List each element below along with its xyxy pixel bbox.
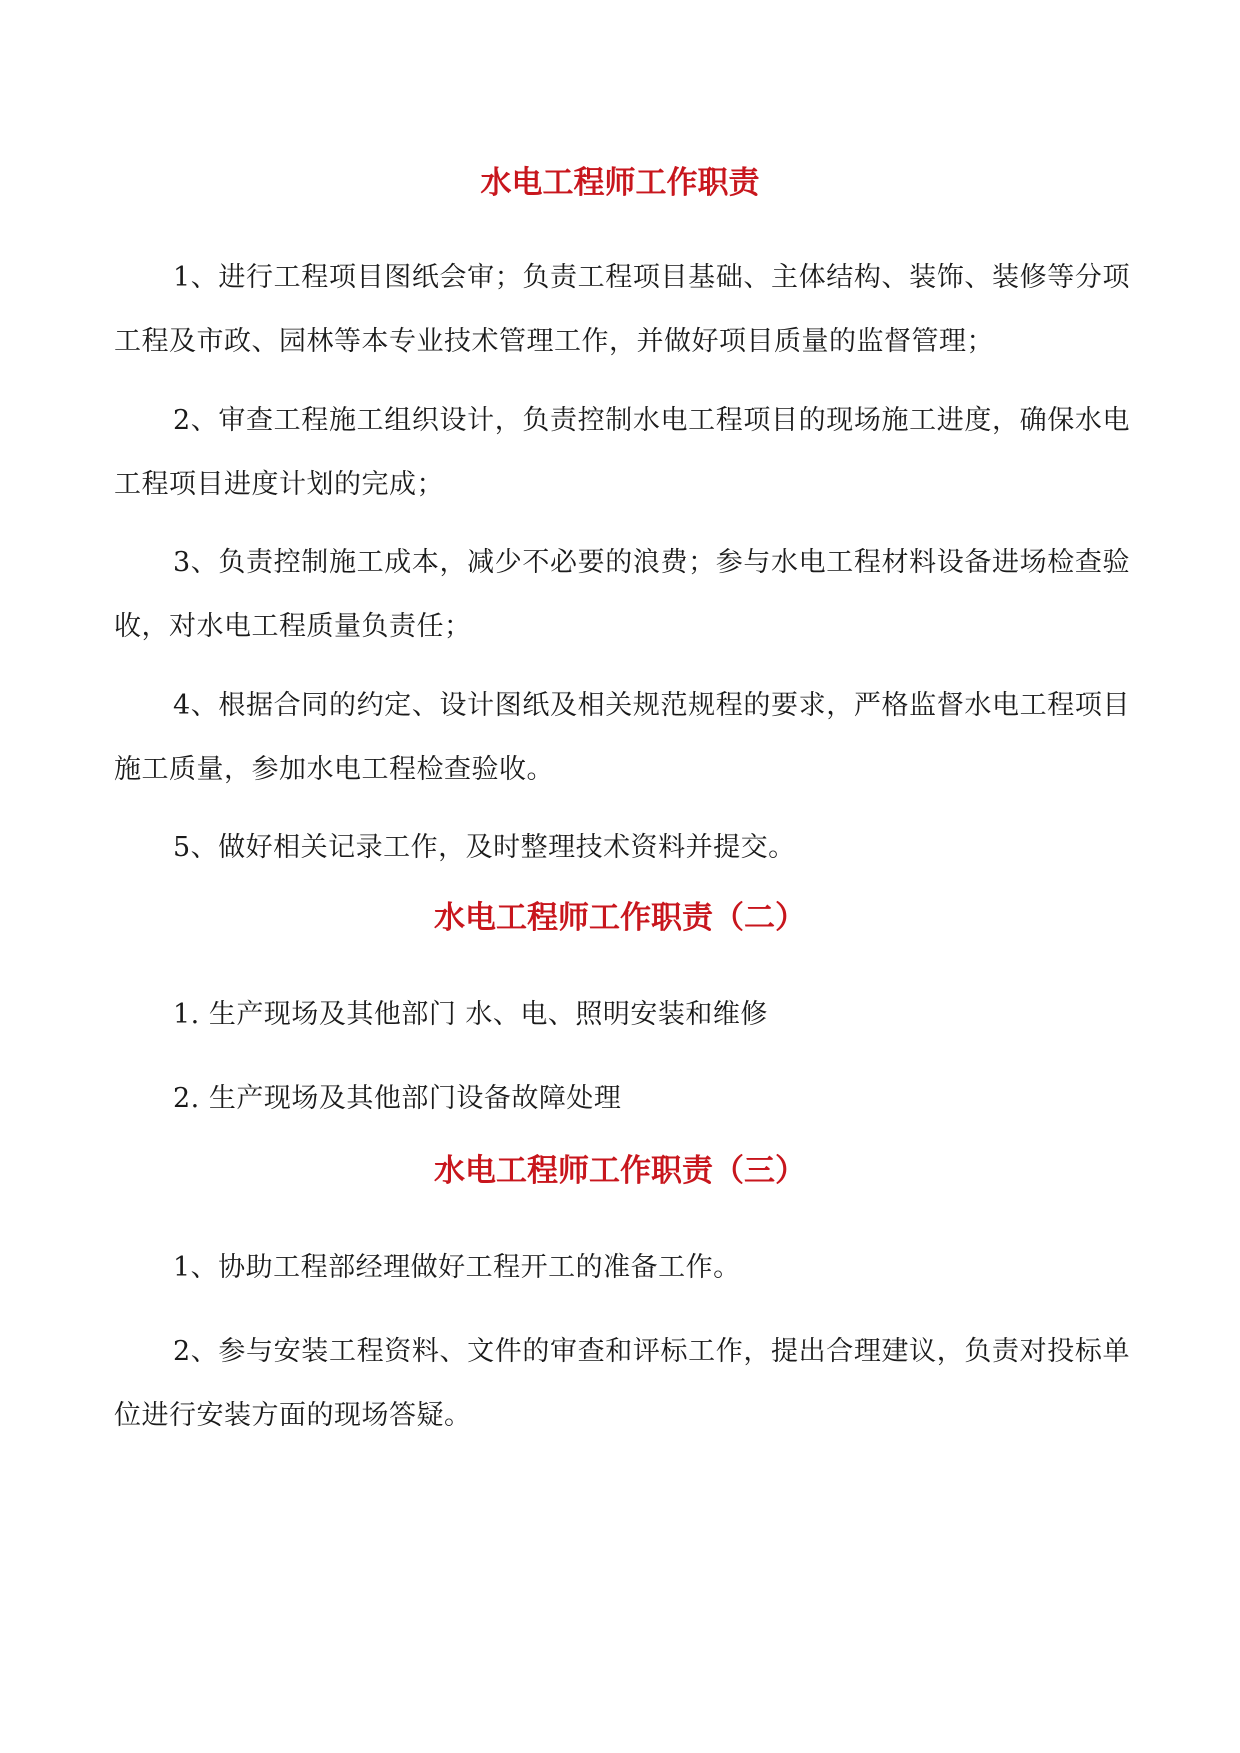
section-2-item-2: 2. 生产现场及其他部门设备故障处理 (173, 1083, 622, 1114)
section-1-item-3: 3、负责控制施工成本，减少不必要的浪费；参与水电工程材料设备进场检查验收，对水电工程质量负责任； (114, 547, 1130, 642)
section-1-item-1: 1、进行工程项目图纸会审；负责工程项目基础、主体结构、装饰、装修等分项工程及市政、园林等本专业技术管理工作，并做好项目质量的监督管理； (114, 262, 1130, 357)
section-1-item-5: 5、做好相关记录工作，及时整理技术资料并提交。 (173, 832, 796, 863)
section-1-item-4: 4、根据合同的约定、设计图纸及相关规范规程的要求，严格监督水电工程项目施工质量，参加水电工程检查验收。 (114, 690, 1130, 785)
section-1-item-2: 2、审查工程施工组织设计，负责控制水电工程项目的现场施工进度，确保水电工程项目进度计划的完成； (114, 405, 1130, 500)
section-2-title: 水电工程师工作职责（二） (434, 900, 806, 936)
section-3-title: 水电工程师工作职责（三） (434, 1153, 806, 1189)
section-2-item-1: 1. 生产现场及其他部门 水、电、照明安装和维修 (173, 999, 768, 1030)
section-3-item-1: 1、协助工程部经理做好工程开工的准备工作。 (173, 1252, 741, 1283)
section-1-title: 水电工程师工作职责 (480, 165, 760, 201)
section-3-item-2: 2、参与安装工程资料、文件的审查和评标工作，提出合理建议，负责对投标单位进行安装方面的现场答疑。 (114, 1336, 1130, 1431)
